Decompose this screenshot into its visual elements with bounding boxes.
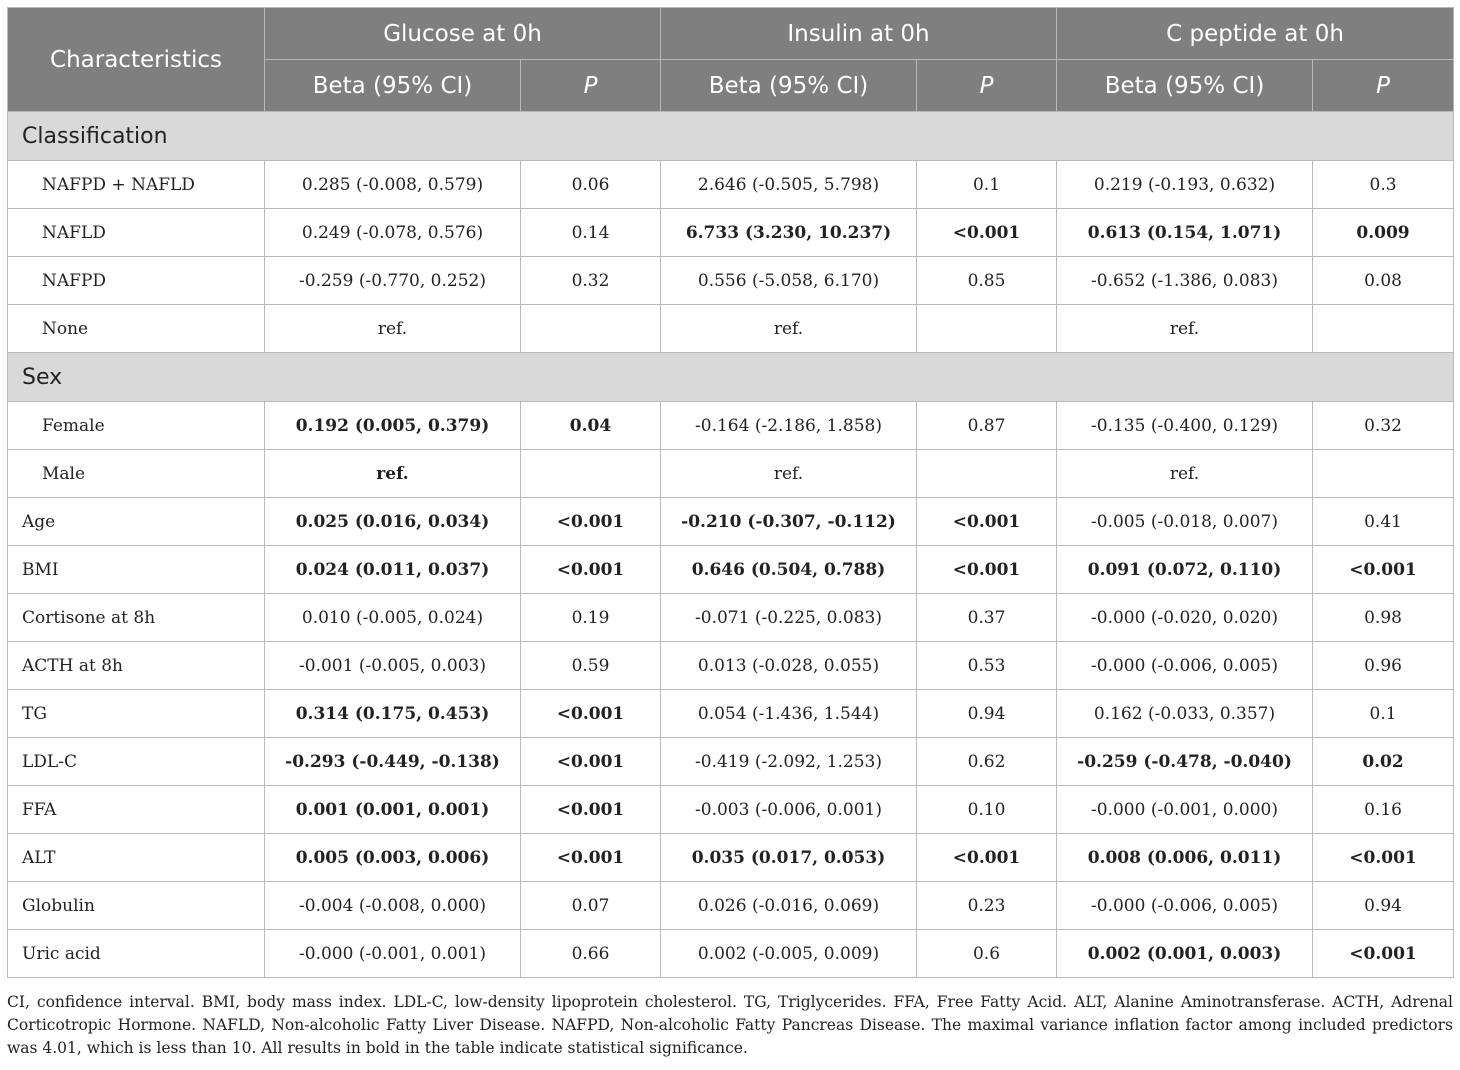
- p-value-cell: 0.41: [1313, 498, 1454, 546]
- beta-cell: 0.646 (0.504, 0.788): [661, 546, 917, 594]
- p-value-cell: 0.16: [1313, 786, 1454, 834]
- p-value-cell: <0.001: [521, 786, 661, 834]
- section-classification: [8, 112, 1454, 161]
- p-value-cell: 0.87: [917, 402, 1057, 450]
- beta-cell: -0.135 (-0.400, 0.129): [1057, 402, 1313, 450]
- section-sex: [8, 353, 1454, 402]
- header-p-c-peptide: P: [1313, 60, 1454, 112]
- p-value-cell: [917, 305, 1057, 353]
- beta-cell: 0.162 (-0.033, 0.357): [1057, 690, 1313, 738]
- row-label: Uric acid: [8, 930, 265, 978]
- table-row: [8, 209, 1454, 257]
- row-label: Cortisone at 8h: [8, 594, 265, 642]
- table-row: [8, 594, 1454, 642]
- beta-cell: 0.025 (0.016, 0.034): [265, 498, 521, 546]
- beta-cell: 0.613 (0.154, 1.071): [1057, 209, 1313, 257]
- section-label: Sex: [8, 353, 1454, 402]
- regression-table: [7, 7, 1454, 978]
- p-value-cell: <0.001: [917, 498, 1057, 546]
- row-label: Male: [8, 450, 265, 498]
- p-value-cell: 0.23: [917, 882, 1057, 930]
- p-value-cell: 0.94: [917, 690, 1057, 738]
- row-label: None: [8, 305, 265, 353]
- header-p-glucose: P: [521, 60, 661, 112]
- beta-cell: 0.005 (0.003, 0.006): [265, 834, 521, 882]
- row-label: FFA: [8, 786, 265, 834]
- table-row: [8, 546, 1454, 594]
- header-characteristics: Characteristics: [8, 8, 265, 112]
- row-label: Female: [8, 402, 265, 450]
- beta-cell: -0.000 (-0.001, 0.001): [265, 930, 521, 978]
- beta-cell: ref.: [1057, 450, 1313, 498]
- p-value-cell: <0.001: [1313, 834, 1454, 882]
- beta-cell: 0.556 (-5.058, 6.170): [661, 257, 917, 305]
- table-row: [8, 786, 1454, 834]
- beta-cell: ref.: [265, 305, 521, 353]
- beta-cell: 0.249 (-0.078, 0.576): [265, 209, 521, 257]
- p-value-cell: 0.94: [1313, 882, 1454, 930]
- table-row: [8, 738, 1454, 786]
- beta-cell: -0.210 (-0.307, -0.112): [661, 498, 917, 546]
- p-value-cell: [521, 450, 661, 498]
- table-row: [8, 834, 1454, 882]
- table-row: [8, 690, 1454, 738]
- beta-cell: 0.024 (0.011, 0.037): [265, 546, 521, 594]
- p-value-cell: [1313, 450, 1454, 498]
- row-label: TG: [8, 690, 265, 738]
- p-value-cell: 0.6: [917, 930, 1057, 978]
- row-label: NAFPD + NAFLD: [8, 161, 265, 209]
- beta-cell: 0.035 (0.017, 0.053): [661, 834, 917, 882]
- p-value-cell: <0.001: [521, 738, 661, 786]
- p-value-cell: 0.53: [917, 642, 1057, 690]
- row-label: ALT: [8, 834, 265, 882]
- beta-cell: -0.004 (-0.008, 0.000): [265, 882, 521, 930]
- beta-cell: -0.419 (-2.092, 1.253): [661, 738, 917, 786]
- p-value-cell: <0.001: [1313, 930, 1454, 978]
- row-label: NAFLD: [8, 209, 265, 257]
- table-row: [8, 450, 1454, 498]
- p-value-cell: 0.3: [1313, 161, 1454, 209]
- p-value-cell: [521, 305, 661, 353]
- p-value-cell: 0.1: [1313, 690, 1454, 738]
- table-footnote: CI, confidence interval. BMI, body mass index. LDL-C, low-density lipoprotein cholesterol. TG, Triglycerides. FFA, Free Fatty Acid. ALT, Alanine Aminotransferase. ACTH, Adrenal Corticotropic Hormone. NAFLD, Non-alcoholic Fatty Liver Disease. NAFPD, Non-alcoholic Fatty Pancreas Disease. The maximal variance inflation factor among included predictors was 4.01, which is less than 10. All results in bold in the table indicate statistical significance.: [7, 993, 1453, 1057]
- beta-cell: 0.010 (-0.005, 0.024): [265, 594, 521, 642]
- table-row: [8, 930, 1454, 978]
- section-label: Classification: [8, 112, 1454, 161]
- p-value-cell: 0.19: [521, 594, 661, 642]
- table-body: [8, 112, 1454, 978]
- table-row: [8, 498, 1454, 546]
- p-value-cell: [917, 450, 1057, 498]
- p-value-cell: <0.001: [917, 209, 1057, 257]
- beta-cell: ref.: [265, 450, 521, 498]
- row-label: NAFPD: [8, 257, 265, 305]
- beta-cell: -0.259 (-0.770, 0.252): [265, 257, 521, 305]
- p-value-cell: 0.59: [521, 642, 661, 690]
- beta-cell: 6.733 (3.230, 10.237): [661, 209, 917, 257]
- header-c-peptide: C peptide at 0h: [1057, 8, 1454, 60]
- p-value-cell: 0.85: [917, 257, 1057, 305]
- p-value-cell: 0.08: [1313, 257, 1454, 305]
- beta-cell: -0.071 (-0.225, 0.083): [661, 594, 917, 642]
- beta-cell: 0.285 (-0.008, 0.579): [265, 161, 521, 209]
- beta-cell: ref.: [661, 305, 917, 353]
- beta-cell: -0.259 (-0.478, -0.040): [1057, 738, 1313, 786]
- beta-cell: ref.: [661, 450, 917, 498]
- p-value-cell: 0.07: [521, 882, 661, 930]
- beta-cell: -0.000 (-0.006, 0.005): [1057, 882, 1313, 930]
- beta-cell: 0.002 (-0.005, 0.009): [661, 930, 917, 978]
- row-label: Globulin: [8, 882, 265, 930]
- p-value-cell: 0.96: [1313, 642, 1454, 690]
- beta-cell: 0.013 (-0.028, 0.055): [661, 642, 917, 690]
- table-row: [8, 642, 1454, 690]
- table-row: [8, 161, 1454, 209]
- p-value-cell: <0.001: [1313, 546, 1454, 594]
- beta-cell: -0.003 (-0.006, 0.001): [661, 786, 917, 834]
- header-insulin: Insulin at 0h: [661, 8, 1057, 60]
- beta-cell: 0.314 (0.175, 0.453): [265, 690, 521, 738]
- p-value-cell: 0.98: [1313, 594, 1454, 642]
- p-value-cell: [1313, 305, 1454, 353]
- beta-cell: -0.000 (-0.001, 0.000): [1057, 786, 1313, 834]
- header-beta-glucose: Beta (95% CI): [265, 60, 521, 112]
- table-row: [8, 402, 1454, 450]
- p-value-cell: <0.001: [521, 834, 661, 882]
- p-value-cell: 0.06: [521, 161, 661, 209]
- table-row: [8, 882, 1454, 930]
- beta-cell: -0.293 (-0.449, -0.138): [265, 738, 521, 786]
- header-beta-insulin: Beta (95% CI): [661, 60, 917, 112]
- beta-cell: ref.: [1057, 305, 1313, 353]
- beta-cell: 2.646 (-0.505, 5.798): [661, 161, 917, 209]
- p-value-cell: 0.37: [917, 594, 1057, 642]
- p-value-cell: <0.001: [521, 498, 661, 546]
- p-value-cell: 0.62: [917, 738, 1057, 786]
- beta-cell: -0.652 (-1.386, 0.083): [1057, 257, 1313, 305]
- row-label: BMI: [8, 546, 265, 594]
- table-row: [8, 257, 1454, 305]
- p-value-cell: 0.14: [521, 209, 661, 257]
- beta-cell: 0.026 (-0.016, 0.069): [661, 882, 917, 930]
- beta-cell: 0.192 (0.005, 0.379): [265, 402, 521, 450]
- beta-cell: -0.164 (-2.186, 1.858): [661, 402, 917, 450]
- header-glucose: Glucose at 0h: [265, 8, 661, 60]
- beta-cell: 0.054 (-1.436, 1.544): [661, 690, 917, 738]
- p-value-cell: <0.001: [521, 546, 661, 594]
- beta-cell: -0.001 (-0.005, 0.003): [265, 642, 521, 690]
- row-label: Age: [8, 498, 265, 546]
- p-value-cell: 0.009: [1313, 209, 1454, 257]
- row-label: LDL-C: [8, 738, 265, 786]
- beta-cell: 0.001 (0.001, 0.001): [265, 786, 521, 834]
- beta-cell: 0.002 (0.001, 0.003): [1057, 930, 1313, 978]
- p-value-cell: <0.001: [917, 546, 1057, 594]
- header-p-insulin: P: [917, 60, 1057, 112]
- beta-cell: 0.008 (0.006, 0.011): [1057, 834, 1313, 882]
- beta-cell: -0.005 (-0.018, 0.007): [1057, 498, 1313, 546]
- p-value-cell: 0.32: [521, 257, 661, 305]
- beta-cell: 0.091 (0.072, 0.110): [1057, 546, 1313, 594]
- p-value-cell: 0.1: [917, 161, 1057, 209]
- table-row: [8, 305, 1454, 353]
- header-beta-c-peptide: Beta (95% CI): [1057, 60, 1313, 112]
- p-value-cell: 0.32: [1313, 402, 1454, 450]
- p-value-cell: <0.001: [917, 834, 1057, 882]
- p-value-cell: 0.02: [1313, 738, 1454, 786]
- beta-cell: -0.000 (-0.020, 0.020): [1057, 594, 1313, 642]
- p-value-cell: 0.66: [521, 930, 661, 978]
- beta-cell: 0.219 (-0.193, 0.632): [1057, 161, 1313, 209]
- p-value-cell: 0.10: [917, 786, 1057, 834]
- row-label: ACTH at 8h: [8, 642, 265, 690]
- p-value-cell: 0.04: [521, 402, 661, 450]
- beta-cell: -0.000 (-0.006, 0.005): [1057, 642, 1313, 690]
- p-value-cell: <0.001: [521, 690, 661, 738]
